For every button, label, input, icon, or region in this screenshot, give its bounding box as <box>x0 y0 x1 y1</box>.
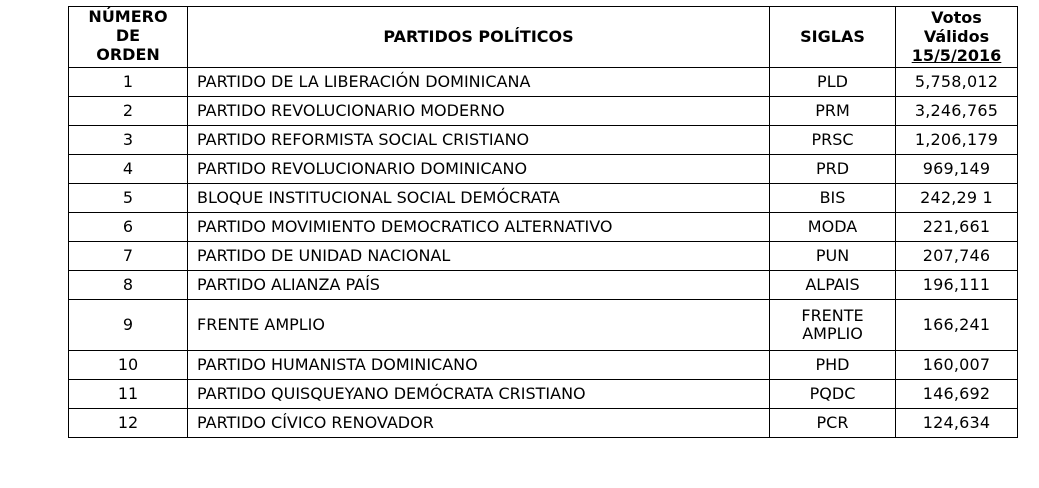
valid-votes-cell: 242,29 1 <box>896 183 1018 212</box>
table-row <box>69 379 1018 408</box>
acronym-line: PHD <box>815 354 850 374</box>
acronym-cell <box>770 270 896 299</box>
acronym-line: MODA <box>807 216 858 236</box>
acronym-line: AMPLIO <box>802 323 863 343</box>
header-order-number-line: ORDEN <box>96 45 160 65</box>
acronym-cell <box>770 67 896 96</box>
party-name-cell: PARTIDO DE UNIDAD NACIONAL <box>188 241 770 270</box>
acronym-line: PCR <box>816 412 849 432</box>
valid-votes-cell: 221,661 <box>896 212 1018 241</box>
order-number-cell: 10 <box>69 350 188 379</box>
party-name-cell: BLOQUE INSTITUCIONAL SOCIAL DEMÓCRATA <box>188 183 770 212</box>
order-number-cell: 11 <box>69 379 188 408</box>
valid-votes-cell: 146,692 <box>896 379 1018 408</box>
party-name-cell: PARTIDO REVOLUCIONARIO MODERNO <box>188 96 770 125</box>
order-number-cell: 9 <box>69 299 188 350</box>
valid-votes-cell: 207,746 <box>896 241 1018 270</box>
order-number-cell: 12 <box>69 408 188 437</box>
party-name-cell: PARTIDO ALIANZA PAÍS <box>188 270 770 299</box>
party-name-cell: FRENTE AMPLIO <box>188 299 770 350</box>
order-number-cell: 5 <box>69 183 188 212</box>
header-order-number-line: DE <box>115 26 141 46</box>
table-row <box>69 299 1018 350</box>
acronym-line: PRSC <box>811 129 854 149</box>
party-name-cell: PARTIDO CÍVICO RENOVADOR <box>188 408 770 437</box>
valid-votes-cell: 969,149 <box>896 154 1018 183</box>
acronym-cell <box>770 125 896 154</box>
acronym-line: PQDC <box>809 383 856 403</box>
valid-votes-cell: 3,246,765 <box>896 96 1018 125</box>
valid-votes-cell: 166,241 <box>896 299 1018 350</box>
valid-votes-cell: 5,758,012 <box>896 67 1018 96</box>
header-acronym: SIGLAS <box>770 7 896 68</box>
party-name-cell: PARTIDO REFORMISTA SOCIAL CRISTIANO <box>188 125 770 154</box>
table-row <box>69 183 1018 212</box>
valid-votes-cell: 196,111 <box>896 270 1018 299</box>
acronym-cell <box>770 154 896 183</box>
valid-votes-cell: 124,634 <box>896 408 1018 437</box>
header-order-number <box>69 7 188 68</box>
acronym-line: BIS <box>819 187 846 207</box>
party-name-cell: PARTIDO REVOLUCIONARIO DOMINICANO <box>188 154 770 183</box>
party-votes-table <box>68 6 1018 438</box>
valid-votes-cell: 1,206,179 <box>896 125 1018 154</box>
table-row <box>69 154 1018 183</box>
party-name-cell: PARTIDO DE LA LIBERACIÓN DOMINICANA <box>188 67 770 96</box>
party-name-cell: PARTIDO HUMANISTA DOMINICANO <box>188 350 770 379</box>
order-number-cell: 6 <box>69 212 188 241</box>
acronym-line: PRM <box>815 100 850 120</box>
header-valid-votes <box>896 7 1018 68</box>
acronym-line: FRENTE <box>801 305 864 325</box>
table-row <box>69 241 1018 270</box>
table-row <box>69 125 1018 154</box>
acronym-cell <box>770 299 896 350</box>
order-number-cell: 1 <box>69 67 188 96</box>
acronym-line: PUN <box>815 245 850 265</box>
party-name-cell: PARTIDO MOVIMIENTO DEMOCRATICO ALTERNATIVO <box>188 212 770 241</box>
header-votes-line: Votos <box>931 8 982 27</box>
acronym-cell <box>770 241 896 270</box>
acronym-cell <box>770 212 896 241</box>
header-parties: PARTIDOS POLÍTICOS <box>188 7 770 68</box>
table-row <box>69 408 1018 437</box>
order-number-cell: 8 <box>69 270 188 299</box>
header-votes-date: 15/5/2016 <box>911 46 1002 66</box>
acronym-cell <box>770 408 896 437</box>
table-row <box>69 96 1018 125</box>
table-row <box>69 350 1018 379</box>
header-row <box>69 7 1018 68</box>
order-number-cell: 2 <box>69 96 188 125</box>
acronym-line: PRD <box>815 158 850 178</box>
party-name-cell: PARTIDO QUISQUEYANO DEMÓCRATA CRISTIANO <box>188 379 770 408</box>
acronym-line: PLD <box>817 71 848 91</box>
table-row <box>69 270 1018 299</box>
table-body <box>69 67 1018 437</box>
acronym-cell <box>770 379 896 408</box>
acronym-cell <box>770 350 896 379</box>
table-row <box>69 67 1018 96</box>
order-number-cell: 3 <box>69 125 188 154</box>
acronym-cell <box>770 183 896 212</box>
acronym-cell <box>770 96 896 125</box>
header-votes-line: Válidos <box>923 27 990 47</box>
valid-votes-cell: 160,007 <box>896 350 1018 379</box>
acronym-line: ALPAIS <box>805 274 860 294</box>
header-order-number-line: NÚMERO <box>88 7 168 27</box>
order-number-cell: 4 <box>69 154 188 183</box>
table-row <box>69 212 1018 241</box>
order-number-cell: 7 <box>69 241 188 270</box>
